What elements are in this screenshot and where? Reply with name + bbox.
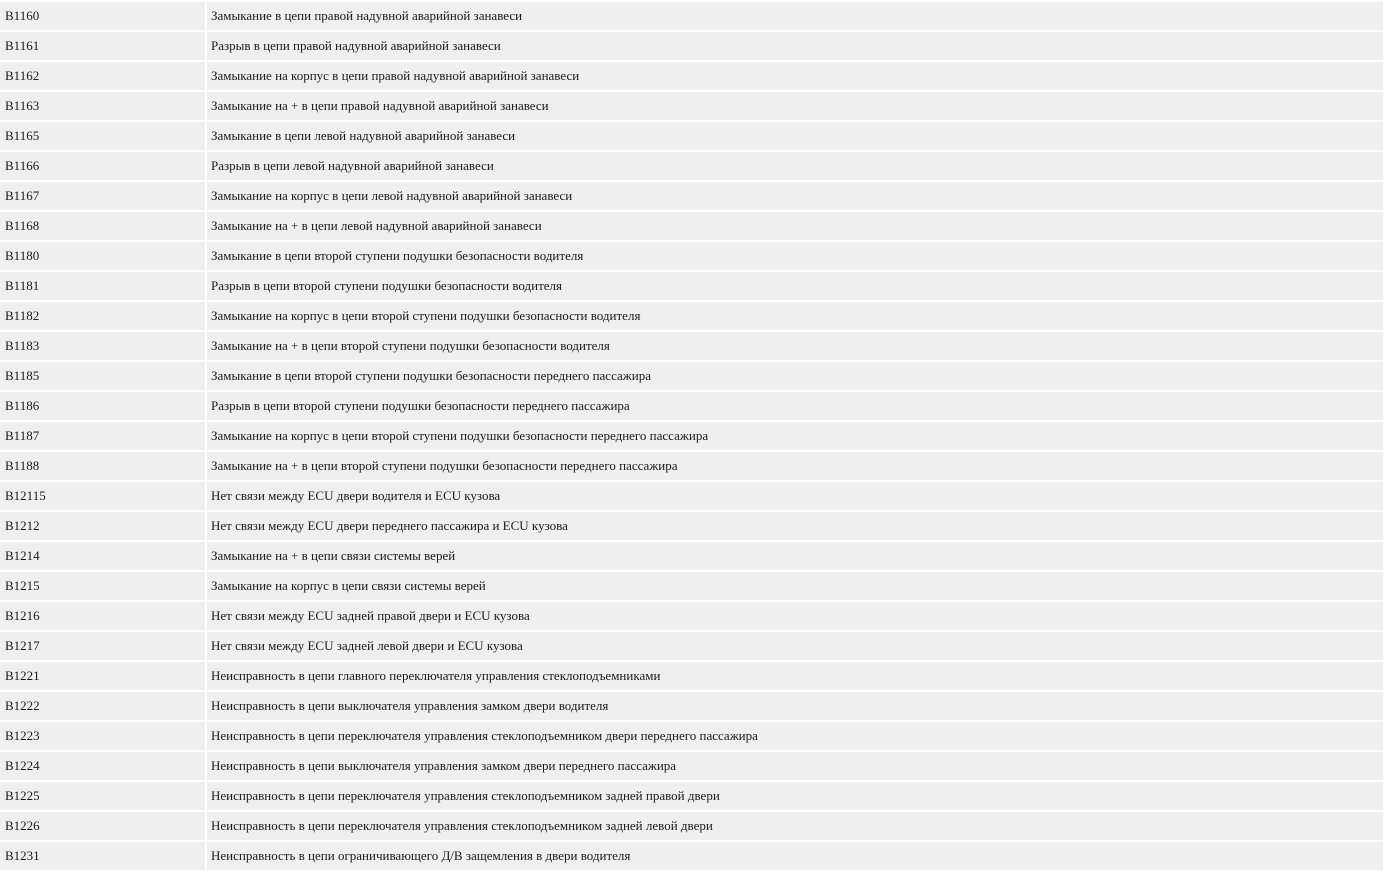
table-row <box>0 302 1383 332</box>
fault-code-cell: B1181 <box>0 272 207 302</box>
fault-description-cell: Замыкание в цепи левой надувной аварийной занавеси <box>207 122 1383 152</box>
fault-code-cell: B1160 <box>0 0 207 32</box>
fault-description-cell: Нет связи между ECU двери водителя и ECU кузова <box>207 482 1383 512</box>
fault-code-cell: B1165 <box>0 122 207 152</box>
fault-description-cell: Неисправность в цепи главного переключателя управления стеклоподъемниками <box>207 662 1383 692</box>
table-row <box>0 332 1383 362</box>
fault-code-cell: B1226 <box>0 812 207 842</box>
fault-description-cell: Замыкание на корпус в цепи правой надувной аварийной занавеси <box>207 62 1383 92</box>
fault-description-cell: Замыкание на корпус в цепи второй ступени подушки безопасности водителя <box>207 302 1383 332</box>
table-row <box>0 482 1383 512</box>
fault-code-cell: B1182 <box>0 302 207 332</box>
table-row <box>0 392 1383 422</box>
table-row <box>0 272 1383 302</box>
fault-code-cell: B1221 <box>0 662 207 692</box>
fault-code-cell: B1186 <box>0 392 207 422</box>
fault-description-cell: Разрыв в цепи правой надувной аварийной занавеси <box>207 32 1383 62</box>
table-row <box>0 362 1383 392</box>
fault-code-cell: B1168 <box>0 212 207 242</box>
table-row <box>0 62 1383 92</box>
table-row <box>0 722 1383 752</box>
fault-description-cell: Замыкание на корпус в цепи связи системы верей <box>207 572 1383 602</box>
fault-description-cell: Замыкание на + в цепи второй ступени подушки безопасности переднего пассажира <box>207 452 1383 482</box>
fault-description-cell: Неисправность в цепи переключателя управления стеклоподъемником двери переднего пассажира <box>207 722 1383 752</box>
fault-code-cell: B1185 <box>0 362 207 392</box>
table-row <box>0 632 1383 662</box>
table-row <box>0 602 1383 632</box>
fault-code-cell: B1217 <box>0 632 207 662</box>
fault-description-cell: Неисправность в цепи выключателя управления замком двери переднего пассажира <box>207 752 1383 782</box>
table-row <box>0 122 1383 152</box>
fault-description-cell: Нет связи между ECU двери переднего пассажира и ECU кузова <box>207 512 1383 542</box>
table-row <box>0 0 1383 32</box>
fault-code-cell: B1216 <box>0 602 207 632</box>
table-row <box>0 32 1383 62</box>
table-row <box>0 662 1383 692</box>
fault-code-cell: B1224 <box>0 752 207 782</box>
table-row <box>0 752 1383 782</box>
fault-code-cell: B1183 <box>0 332 207 362</box>
fault-description-cell: Нет связи между ECU задней левой двери и ECU кузова <box>207 632 1383 662</box>
fault-code-cell: B12115 <box>0 482 207 512</box>
fault-description-cell: Неисправность в цепи переключателя управления стеклоподъемником задней правой двери <box>207 782 1383 812</box>
fault-description-cell: Замыкание в цепи второй ступени подушки безопасности переднего пассажира <box>207 362 1383 392</box>
fault-code-cell: B1166 <box>0 152 207 182</box>
fault-description-cell: Неисправность в цепи переключателя управления стеклоподъемником задней левой двери <box>207 812 1383 842</box>
fault-description-cell: Замыкание в цепи второй ступени подушки безопасности водителя <box>207 242 1383 272</box>
fault-code-cell: B1180 <box>0 242 207 272</box>
table-row <box>0 542 1383 572</box>
fault-code-cell: B1223 <box>0 722 207 752</box>
fault-code-cell: B1231 <box>0 842 207 872</box>
table-row <box>0 812 1383 842</box>
table-row <box>0 452 1383 482</box>
table-row <box>0 692 1383 722</box>
fault-code-cell: B1212 <box>0 512 207 542</box>
fault-description-cell: Замыкание на + в цепи правой надувной аварийной занавеси <box>207 92 1383 122</box>
fault-code-cell: B1222 <box>0 692 207 722</box>
table-row <box>0 422 1383 452</box>
fault-code-cell: B1225 <box>0 782 207 812</box>
table-row <box>0 242 1383 272</box>
fault-code-cell: B1187 <box>0 422 207 452</box>
fault-description-cell: Замыкание в цепи правой надувной аварийной занавеси <box>207 0 1383 32</box>
table-row <box>0 512 1383 542</box>
fault-code-cell: B1163 <box>0 92 207 122</box>
table-row <box>0 152 1383 182</box>
fault-description-cell: Замыкание на корпус в цепи левой надувной аварийной занавеси <box>207 182 1383 212</box>
table-row <box>0 572 1383 602</box>
fault-code-cell: B1215 <box>0 572 207 602</box>
table-row <box>0 92 1383 122</box>
fault-description-cell: Нет связи между ECU задней правой двери и ECU кузова <box>207 602 1383 632</box>
fault-description-cell: Неисправность в цепи выключателя управления замком двери водителя <box>207 692 1383 722</box>
fault-description-cell: Неисправность в цепи ограничивающего Д/В защемления в двери водителя <box>207 842 1383 872</box>
fault-code-cell: B1162 <box>0 62 207 92</box>
fault-description-cell: Замыкание на + в цепи левой надувной аварийной занавеси <box>207 212 1383 242</box>
fault-description-cell: Разрыв в цепи левой надувной аварийной занавеси <box>207 152 1383 182</box>
fault-description-cell: Замыкание на + в цепи связи системы верей <box>207 542 1383 572</box>
fault-description-cell: Замыкание на корпус в цепи второй ступени подушки безопасности переднего пассажира <box>207 422 1383 452</box>
fault-description-cell: Разрыв в цепи второй ступени подушки безопасности водителя <box>207 272 1383 302</box>
fault-description-cell: Разрыв в цепи второй ступени подушки безопасности переднего пассажира <box>207 392 1383 422</box>
fault-code-cell: B1214 <box>0 542 207 572</box>
table-row <box>0 782 1383 812</box>
fault-code-cell: B1188 <box>0 452 207 482</box>
fault-code-cell: B1167 <box>0 182 207 212</box>
table-row <box>0 842 1383 872</box>
table-row <box>0 212 1383 242</box>
fault-description-cell: Замыкание на + в цепи второй ступени подушки безопасности водителя <box>207 332 1383 362</box>
fault-code-cell: B1161 <box>0 32 207 62</box>
table-row <box>0 182 1383 212</box>
